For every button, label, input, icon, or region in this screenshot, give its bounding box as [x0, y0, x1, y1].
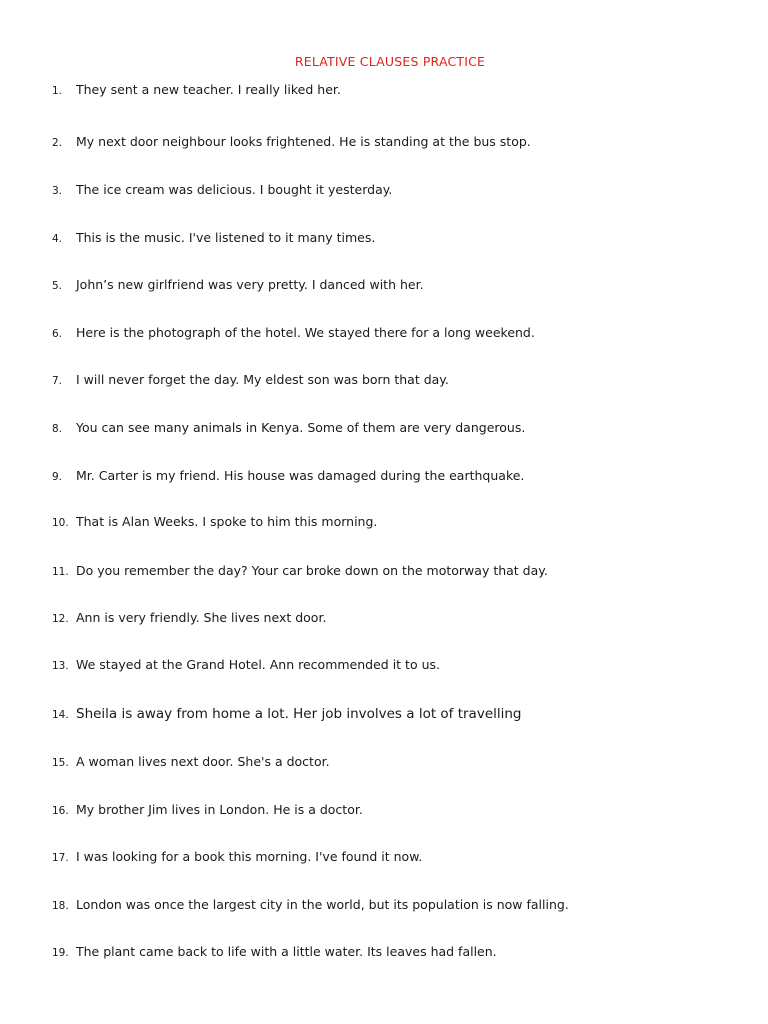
item-text: You can see many animals in Kenya. Some of them are very dangerous.	[76, 420, 526, 435]
item-text: Mr. Carter is my friend. His house was damaged during the earthquake.	[76, 468, 525, 483]
item-number: 6.	[52, 328, 63, 340]
item-text: A woman lives next door. She's a doctor.	[76, 754, 330, 769]
item-number: 13.	[52, 660, 69, 672]
list-item	[52, 944, 497, 962]
item-text: Here is the photograph of the hotel. We stayed there for a long weekend.	[76, 325, 535, 340]
item-number: 14.	[52, 709, 69, 721]
item-text: This is the music. I've listened to it many times.	[76, 230, 376, 245]
list-item	[52, 657, 440, 675]
item-number: 1.	[52, 85, 63, 97]
item-text: Do you remember the day? Your car broke down on the motorway that day.	[76, 563, 548, 578]
item-number: 11.	[52, 566, 69, 578]
list-item	[52, 182, 392, 200]
item-text: They sent a new teacher. I really liked her.	[76, 82, 341, 97]
item-number: 2.	[52, 137, 63, 149]
page-title: RELATIVE CLAUSES PRACTICE	[294, 54, 486, 69]
item-text: My brother Jim lives in London. He is a doctor.	[76, 802, 363, 817]
item-text: The ice cream was delicious. I bought it yesterday.	[76, 182, 393, 197]
item-number: 7.	[52, 375, 63, 387]
item-text: I was looking for a book this morning. I've found it now.	[76, 849, 423, 864]
list-item	[52, 230, 375, 248]
item-number: 16.	[52, 805, 69, 817]
item-number: 12.	[52, 613, 69, 625]
item-number: 18.	[52, 900, 69, 912]
list-item	[52, 802, 363, 820]
item-text: We stayed at the Grand Hotel. Ann recommended it to us.	[76, 657, 440, 672]
item-number: 10.	[52, 517, 69, 529]
item-number: 8.	[52, 423, 63, 435]
item-number: 9.	[52, 471, 63, 483]
list-item	[52, 82, 341, 100]
item-number: 3.	[52, 185, 63, 197]
item-text: London was once the largest city in the world, but its population is now falling.	[76, 897, 569, 912]
item-text: The plant came back to life with a little water. Its leaves had fallen.	[76, 944, 497, 959]
item-text: Sheila is away from home a lot. Her job involves a lot of travelling	[76, 706, 522, 722]
item-text: John’s new girlfriend was very pretty. I danced with her.	[76, 277, 424, 292]
item-number: 19.	[52, 947, 69, 959]
list-item	[52, 897, 569, 915]
item-text: My next door neighbour looks frightened. He is standing at the bus stop.	[76, 134, 531, 149]
list-item	[52, 325, 535, 343]
item-number: 17.	[52, 852, 69, 864]
list-item	[52, 277, 424, 295]
list-item	[52, 706, 522, 724]
item-text: Ann is very friendly. She lives next door.	[76, 610, 327, 625]
item-number: 15.	[52, 757, 69, 769]
list-item	[52, 468, 524, 486]
list-item	[52, 514, 377, 532]
list-item	[52, 134, 531, 152]
item-number: 4.	[52, 233, 63, 245]
list-item	[52, 754, 330, 772]
list-item	[52, 849, 422, 867]
list-item	[52, 610, 326, 628]
item-text: I will never forget the day. My eldest son was born that day.	[76, 372, 449, 387]
list-item	[52, 372, 449, 390]
item-number: 5.	[52, 280, 63, 292]
list-item	[52, 420, 525, 438]
list-item	[52, 563, 548, 581]
item-text: That is Alan Weeks. I spoke to him this morning.	[76, 514, 378, 529]
